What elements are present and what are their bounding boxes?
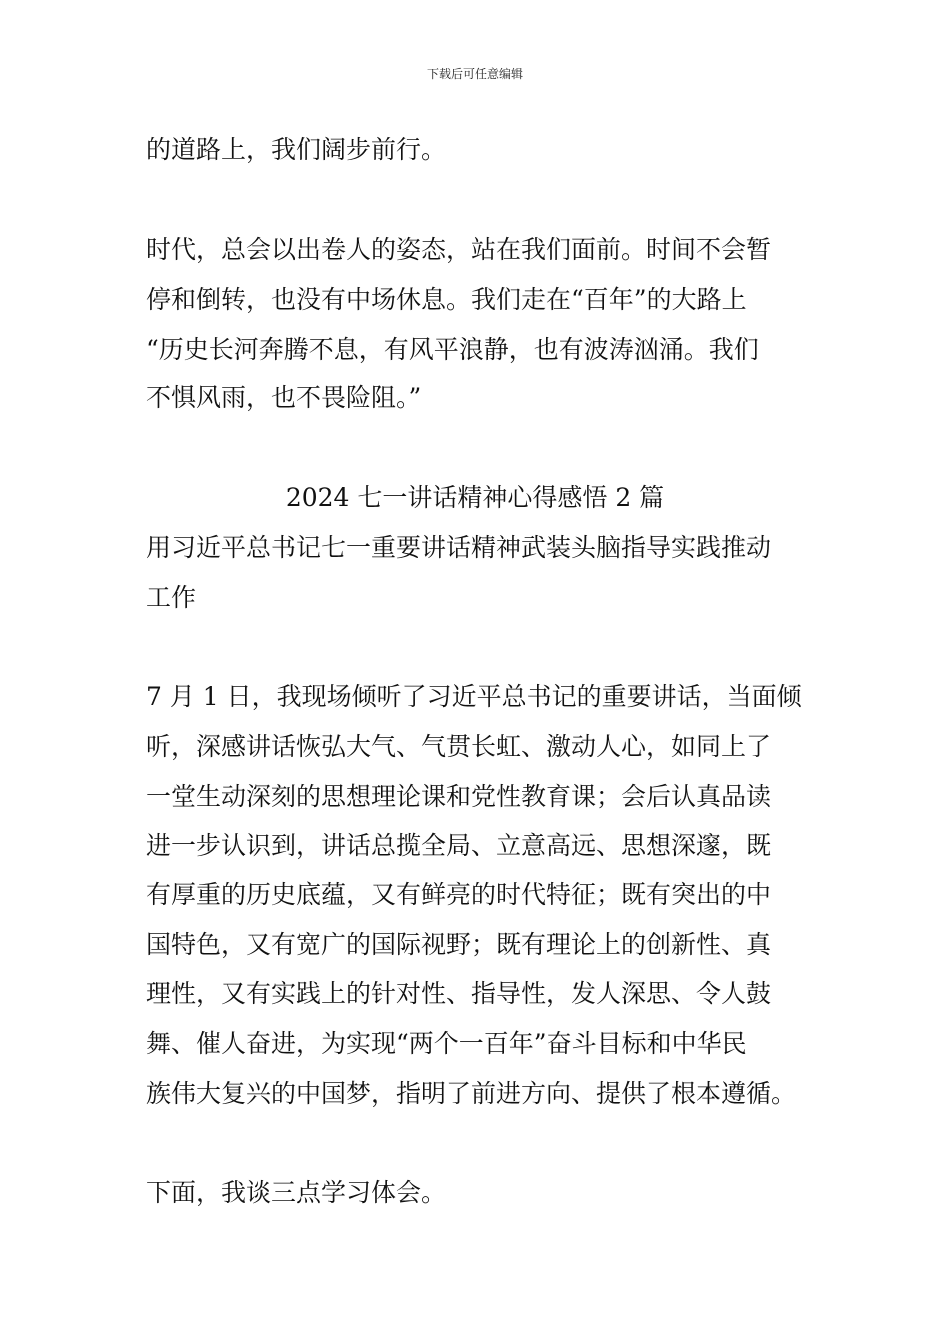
paragraph-line: 有厚重的历史底蕴，又有鲜亮的时代特征；既有突出的中 xyxy=(146,880,772,909)
paragraph-line: 听，深感讲话恢弘大气、气贯长虹、激动人心，如同上了 xyxy=(146,732,772,761)
paragraph-line: 国特色，又有宽广的国际视野；既有理论上的创新性、真 xyxy=(146,930,772,959)
paragraph-line: 7 月 1 日，我现场倾听了习近平总书记的重要讲话，当面倾 xyxy=(146,682,802,711)
paragraph-line: 族伟大复兴的中国梦，指明了前进方向、提供了根本遵循。 xyxy=(146,1079,797,1108)
paragraph-line: 下面，我谈三点学习体会。 xyxy=(146,1178,447,1207)
paragraph-line: 的道路上，我们阔步前行。 xyxy=(146,135,447,164)
subtitle-line: 用习近平总书记七一重要讲话精神武装头脑指导实践推动 xyxy=(146,533,772,562)
header-note: 下载后可任意编辑 xyxy=(426,67,523,81)
section-title: 2024 七一讲话精神心得感悟 2 篇 xyxy=(285,483,665,512)
paragraph-line: 舞、催人奋进，为实现“两个一百年”奋斗目标和中华民 xyxy=(146,1029,747,1058)
paragraph-line: 一堂生动深刻的思想理论课和党性教育课；会后认真品读 xyxy=(146,782,772,811)
paragraph-line: 理性，又有实践上的针对性、指导性，发人深思、令人鼓 xyxy=(146,979,772,1008)
paragraph-line: 停和倒转，也没有中场休息。我们走在“百年”的大路上 xyxy=(146,285,747,314)
paragraph-line: 时代，总会以出卷人的姿态，站在我们面前。时间不会暂 xyxy=(146,235,772,264)
paragraph-line: “历史长河奔腾不息，有风平浪静，也有波涛汹涌。我们 xyxy=(146,335,759,364)
paragraph-line: 进一步认识到，讲话总揽全局、立意高远、思想深邃，既 xyxy=(146,831,772,860)
subtitle-line: 工作 xyxy=(146,583,197,612)
paragraph-line: 不惧风雨，也不畏险阻。” xyxy=(146,383,422,412)
